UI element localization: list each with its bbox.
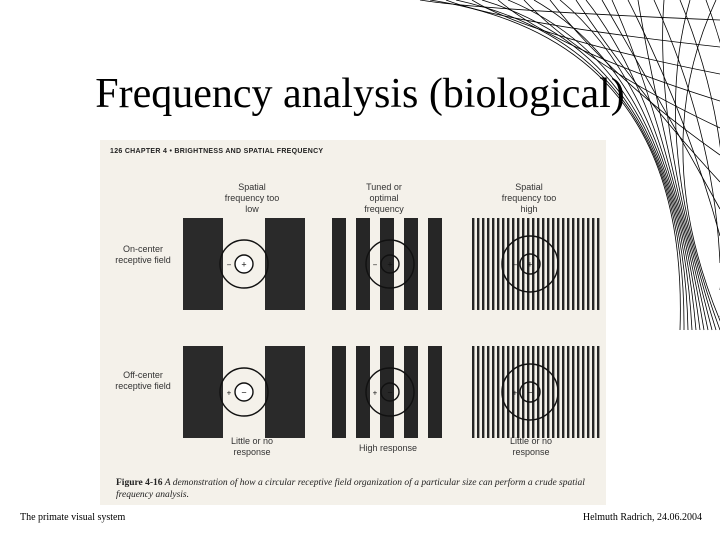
response-label-low: Little or no response	[230, 436, 274, 457]
grating-bar	[577, 218, 579, 310]
grating-bar	[572, 346, 574, 438]
grating-bar	[492, 218, 494, 310]
grating-bar	[587, 218, 589, 310]
grating-bar	[562, 346, 564, 438]
grating-bar	[265, 346, 305, 438]
grating-bar	[587, 346, 589, 438]
grating-bar	[507, 218, 509, 310]
grating-bar	[547, 346, 549, 438]
grating-bar	[404, 218, 418, 310]
grating-bar	[592, 218, 594, 310]
grating-bar	[517, 218, 519, 310]
center-sign: −	[387, 387, 393, 398]
grating-bar	[597, 218, 599, 310]
column-label-high: Spatial frequency too high	[501, 182, 557, 214]
grating-bar	[477, 218, 479, 310]
figure-page-header: 126 CHAPTER 4 • BRIGHTNESS AND SPATIAL FREQUENCY	[110, 148, 324, 155]
caption-text: A demonstration of how a circular receptive field organization of a particular size can perform a crude spatial frequency analysis.	[116, 478, 585, 500]
grating-bar	[404, 346, 418, 438]
grating-bar	[428, 218, 442, 310]
surround-sign: −	[372, 260, 378, 270]
grating-bar	[582, 218, 584, 310]
surround-sign: +	[226, 388, 232, 398]
grating-bar	[487, 346, 489, 438]
center-sign: −	[241, 387, 247, 398]
center-sign: +	[527, 259, 533, 270]
grating-bar	[542, 346, 544, 438]
surround-sign: +	[512, 388, 518, 398]
grating-bar	[582, 346, 584, 438]
grating-bar	[332, 346, 346, 438]
slide-title: Frequency analysis (biological)	[95, 71, 625, 117]
center-sign: −	[527, 387, 533, 398]
decorative-curve	[472, 0, 720, 74]
row-label-off-center: Off-center receptive field	[115, 370, 171, 391]
grating-bar	[517, 346, 519, 438]
grating-bar	[472, 218, 474, 310]
grating-bar	[537, 346, 539, 438]
center-sign: +	[241, 259, 247, 270]
grating-bar	[332, 218, 346, 310]
footer-right: Helmuth Radrich, 24.06.2004	[582, 512, 702, 523]
decorative-curve	[612, 0, 708, 330]
grating-bar	[497, 218, 499, 310]
grating-bar	[547, 218, 549, 310]
grating-bar	[552, 346, 554, 438]
grating-bar	[552, 218, 554, 310]
caption-number: Figure 4-16	[116, 478, 163, 488]
surround-sign: +	[372, 388, 378, 398]
figure-scan	[100, 140, 606, 505]
response-label-optimal: High response	[358, 443, 418, 453]
grating-bar	[572, 218, 574, 310]
grating-bar	[428, 346, 442, 438]
grating-bar	[482, 218, 484, 310]
grating-bar	[356, 218, 370, 310]
grating-bar	[482, 346, 484, 438]
grating-bar	[487, 218, 489, 310]
grating-bar	[577, 346, 579, 438]
grating-bar	[265, 218, 305, 310]
grating-bar	[522, 218, 524, 310]
grating-bar	[497, 346, 499, 438]
decorative-curve	[706, 0, 720, 317]
figure-caption	[116, 477, 596, 501]
surround-sign: −	[512, 260, 518, 270]
grating-bar	[567, 346, 569, 438]
grating-bar	[567, 218, 569, 310]
row-label-on-center: On-center receptive field	[115, 244, 171, 265]
decorative-curve	[420, 0, 720, 20]
grating-bar	[542, 218, 544, 310]
grating-bar	[507, 346, 509, 438]
footer-left: The primate visual system	[20, 512, 126, 523]
grating-bar	[537, 218, 539, 310]
grating-bar	[472, 346, 474, 438]
grating-bar	[592, 346, 594, 438]
grating-bar	[492, 346, 494, 438]
grating-bar	[477, 346, 479, 438]
column-label-low: Spatial frequency too low	[224, 182, 280, 214]
grating-bar	[183, 346, 223, 438]
response-label-high: Little or no response	[509, 436, 553, 457]
grating-bar	[597, 346, 599, 438]
grating-bar	[183, 218, 223, 310]
column-label-optimal: Tuned or optimal frequency	[364, 182, 404, 214]
grating-bar	[562, 218, 564, 310]
surround-sign: −	[226, 260, 232, 270]
grating-bar	[356, 346, 370, 438]
center-sign: +	[387, 259, 393, 270]
grating-bar	[522, 346, 524, 438]
